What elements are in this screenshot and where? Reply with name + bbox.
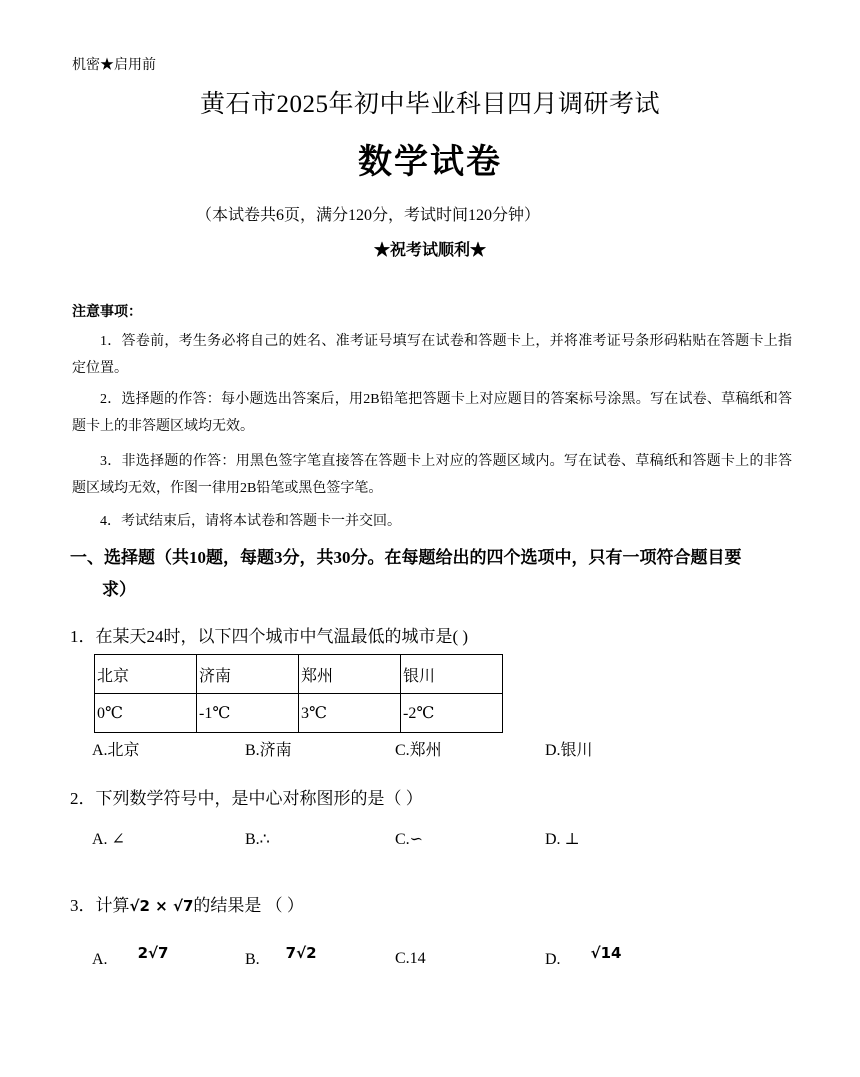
table-row-cities bbox=[95, 655, 503, 694]
notes-heading: 注意事项： bbox=[72, 305, 142, 320]
q3-option-a-value: 2√7 bbox=[137, 944, 169, 962]
q3-option-b-label: B. bbox=[245, 951, 260, 968]
temperature-table bbox=[94, 654, 503, 733]
q3-option-d-label: D. bbox=[545, 951, 561, 968]
exam-info: （本试卷共6页，满分120分，考试时间120分钟） bbox=[196, 207, 541, 224]
table-cell: 郑州 bbox=[299, 655, 401, 694]
note-item-1: 1．答卷前，考生务必将自己的姓名、准考证号填写在试卷和答题卡上，并将准考证号条形码粘贴在答题卡上指定位置。 bbox=[72, 334, 792, 376]
q3-option-a-label: A. bbox=[92, 951, 108, 968]
exam-subtitle: 黄石市2025年初中毕业科目四月调研考试 bbox=[199, 91, 660, 118]
q1-option-d: D.银川 bbox=[545, 742, 593, 759]
note-item-2: 2．选择题的作答：每小题选出答案后，用2B铅笔把答题卡上对应题目的答案标号涂黑。写在试卷、草稿纸和答题卡上的非答题区域均无效。 bbox=[72, 392, 792, 434]
note-item-4: 4．考试结束后，请将本试卷和答题卡一并交回。 bbox=[100, 514, 401, 529]
note-item-3: 3．非选择题的作答：用黑色签字笔直接答在答题卡上对应的答题区域内。写在试卷、草稿纸和答题卡上的非答题区域均无效，作图一律用2B铅笔或黑色签字笔。 bbox=[72, 454, 792, 496]
q1-option-a: A.北京 bbox=[92, 742, 140, 759]
section-heading-line-1: 一、选择题（共10题，每题3分，共30分。在每题给出的四个选项中，只有一项符合题目要 bbox=[70, 548, 742, 567]
table-cell: 银川 bbox=[401, 655, 503, 694]
page-title: 数学试卷 bbox=[358, 144, 502, 181]
q3-option-c: C.14 bbox=[395, 950, 426, 967]
q2-option-a: A. ∠ bbox=[92, 831, 125, 848]
table-cell: 济南 bbox=[197, 655, 299, 694]
q2-option-b: B.∴ bbox=[245, 831, 270, 848]
table-cell: 0℃ bbox=[95, 694, 197, 733]
question-3-stem bbox=[70, 891, 304, 916]
question-1-stem: 1．在某天24时，以下四个城市中气温最低的城市是( ) bbox=[70, 627, 469, 646]
table-cell: -1℃ bbox=[197, 694, 299, 733]
q3-option-a bbox=[92, 944, 169, 969]
table-cell: 3℃ bbox=[299, 694, 401, 733]
question-2-stem: 2．下列数学符号中，是中心对称图形的是（ ） bbox=[70, 789, 423, 808]
q1-option-c: C.郑州 bbox=[395, 742, 442, 759]
q3-stem-pre: 3．计算 bbox=[70, 896, 130, 915]
table-row-temps bbox=[95, 694, 503, 733]
good-luck-line: ★祝考试顺利★ bbox=[373, 242, 486, 259]
q3-option-b-value: 7√2 bbox=[285, 944, 317, 962]
table-cell: 北京 bbox=[95, 655, 197, 694]
q3-stem-post: 的结果是 （ ） bbox=[193, 896, 304, 915]
q3-option-d bbox=[545, 944, 622, 969]
section-heading-line-2: 求） bbox=[102, 580, 136, 599]
q2-option-d: D. ⊥ bbox=[545, 831, 580, 848]
table-cell: -2℃ bbox=[401, 694, 503, 733]
confidential-label: 机密★启用前 bbox=[72, 58, 156, 73]
q3-expression: √2 × √7 bbox=[129, 897, 194, 915]
q2-option-c: C.∽ bbox=[395, 831, 424, 848]
q3-option-d-value: √14 bbox=[590, 944, 622, 962]
section-heading bbox=[70, 542, 795, 606]
q1-option-b: B.济南 bbox=[245, 742, 292, 759]
q3-option-b bbox=[245, 944, 317, 969]
